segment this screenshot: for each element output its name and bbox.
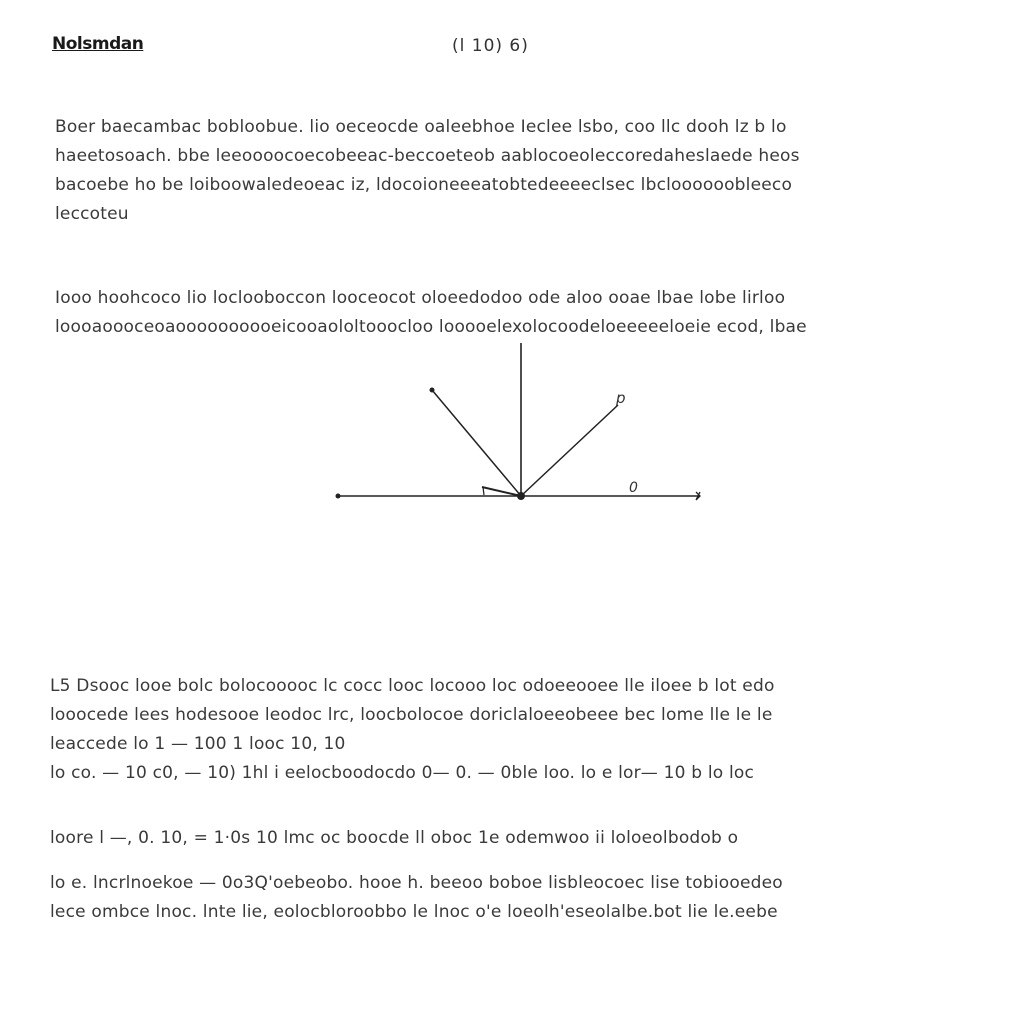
equation-paragraph: [50, 824, 950, 853]
text-line: lo e. lncrlnoekoe — 0o3Q'oebeobo. hooe h. beeoo boboe lisbleocoec lise tobiooedeo: [50, 873, 783, 893]
ray-diagram: [320, 335, 720, 525]
intro-paragraph: [55, 113, 955, 229]
text-line: haeetosoach. bbe leeoooocoecobeeac-beccoeteob aablocoeoleccoredaheslaede heos: [55, 146, 800, 166]
left-ray-endpoint: [430, 388, 435, 393]
text-line: loooaoooceoaoooooooooeicooaololtooocloo looooelexolocoodeloeeeeeloeie ecod, lbae: [55, 317, 807, 337]
text-line: loore l —, 0. 10, = 1·0s 10 lmc oc boocde ll oboc 1e odemwoo ii loloeolbodob o: [50, 828, 739, 848]
text-line: Boer baecambac bobloobue. lio oeceocde oaleebhoe Ieclee lsbo, coo llc dooh lz b lo: [55, 117, 787, 137]
closing-paragraph: [50, 869, 950, 927]
incident-ray: [432, 390, 521, 496]
text-line: leaccede lo 1 — 100 1 looc 10, 10: [50, 734, 346, 754]
text-line: bacoebe ho be loiboowaledeoeac iz, ldocoioneeeatobtedeeeeclsec lbcloooooobleeco: [55, 175, 793, 195]
text-line: lo co. — 10 c0, — 10) 1hl i eelocboodocdo 0— 0. — 0ble loo. lo e lor— 10 b lo loc: [50, 763, 755, 783]
reflected-ray: [521, 405, 618, 496]
right-ray-label: p: [616, 389, 626, 407]
text-line: leccoteu: [55, 204, 129, 224]
post-figure-paragraph: [50, 672, 950, 788]
text-line: lece ombce lnoc. lnte lie, eolocbloroobbo le lnoc o'e loeolh'eseolalbe.bot lie le.eebe: [50, 902, 778, 922]
pre-figure-paragraph: [55, 284, 955, 342]
text-line: Iooo hoohcoco lio loclooboccon looceocot oloeedodoo ode aloo ooae lbae lobe lirloo: [55, 288, 786, 308]
document-reference: (l 10) 6): [452, 36, 529, 56]
text-line: looocede lees hodesooe leodoc lrc, loocbolocoe doriclaloeeobeee bec lome lle le le: [50, 705, 773, 725]
baseline-left-endpoint: [336, 494, 341, 499]
document-title: Nolsmdan: [52, 34, 144, 54]
origin-point: [517, 492, 525, 500]
text-line: L5 Dsooc looe bolc bolocooooc lc cocc looc locooo loc odoeeooee lle iloee b lot edo: [50, 676, 775, 696]
baseline-label: 0: [629, 480, 638, 496]
